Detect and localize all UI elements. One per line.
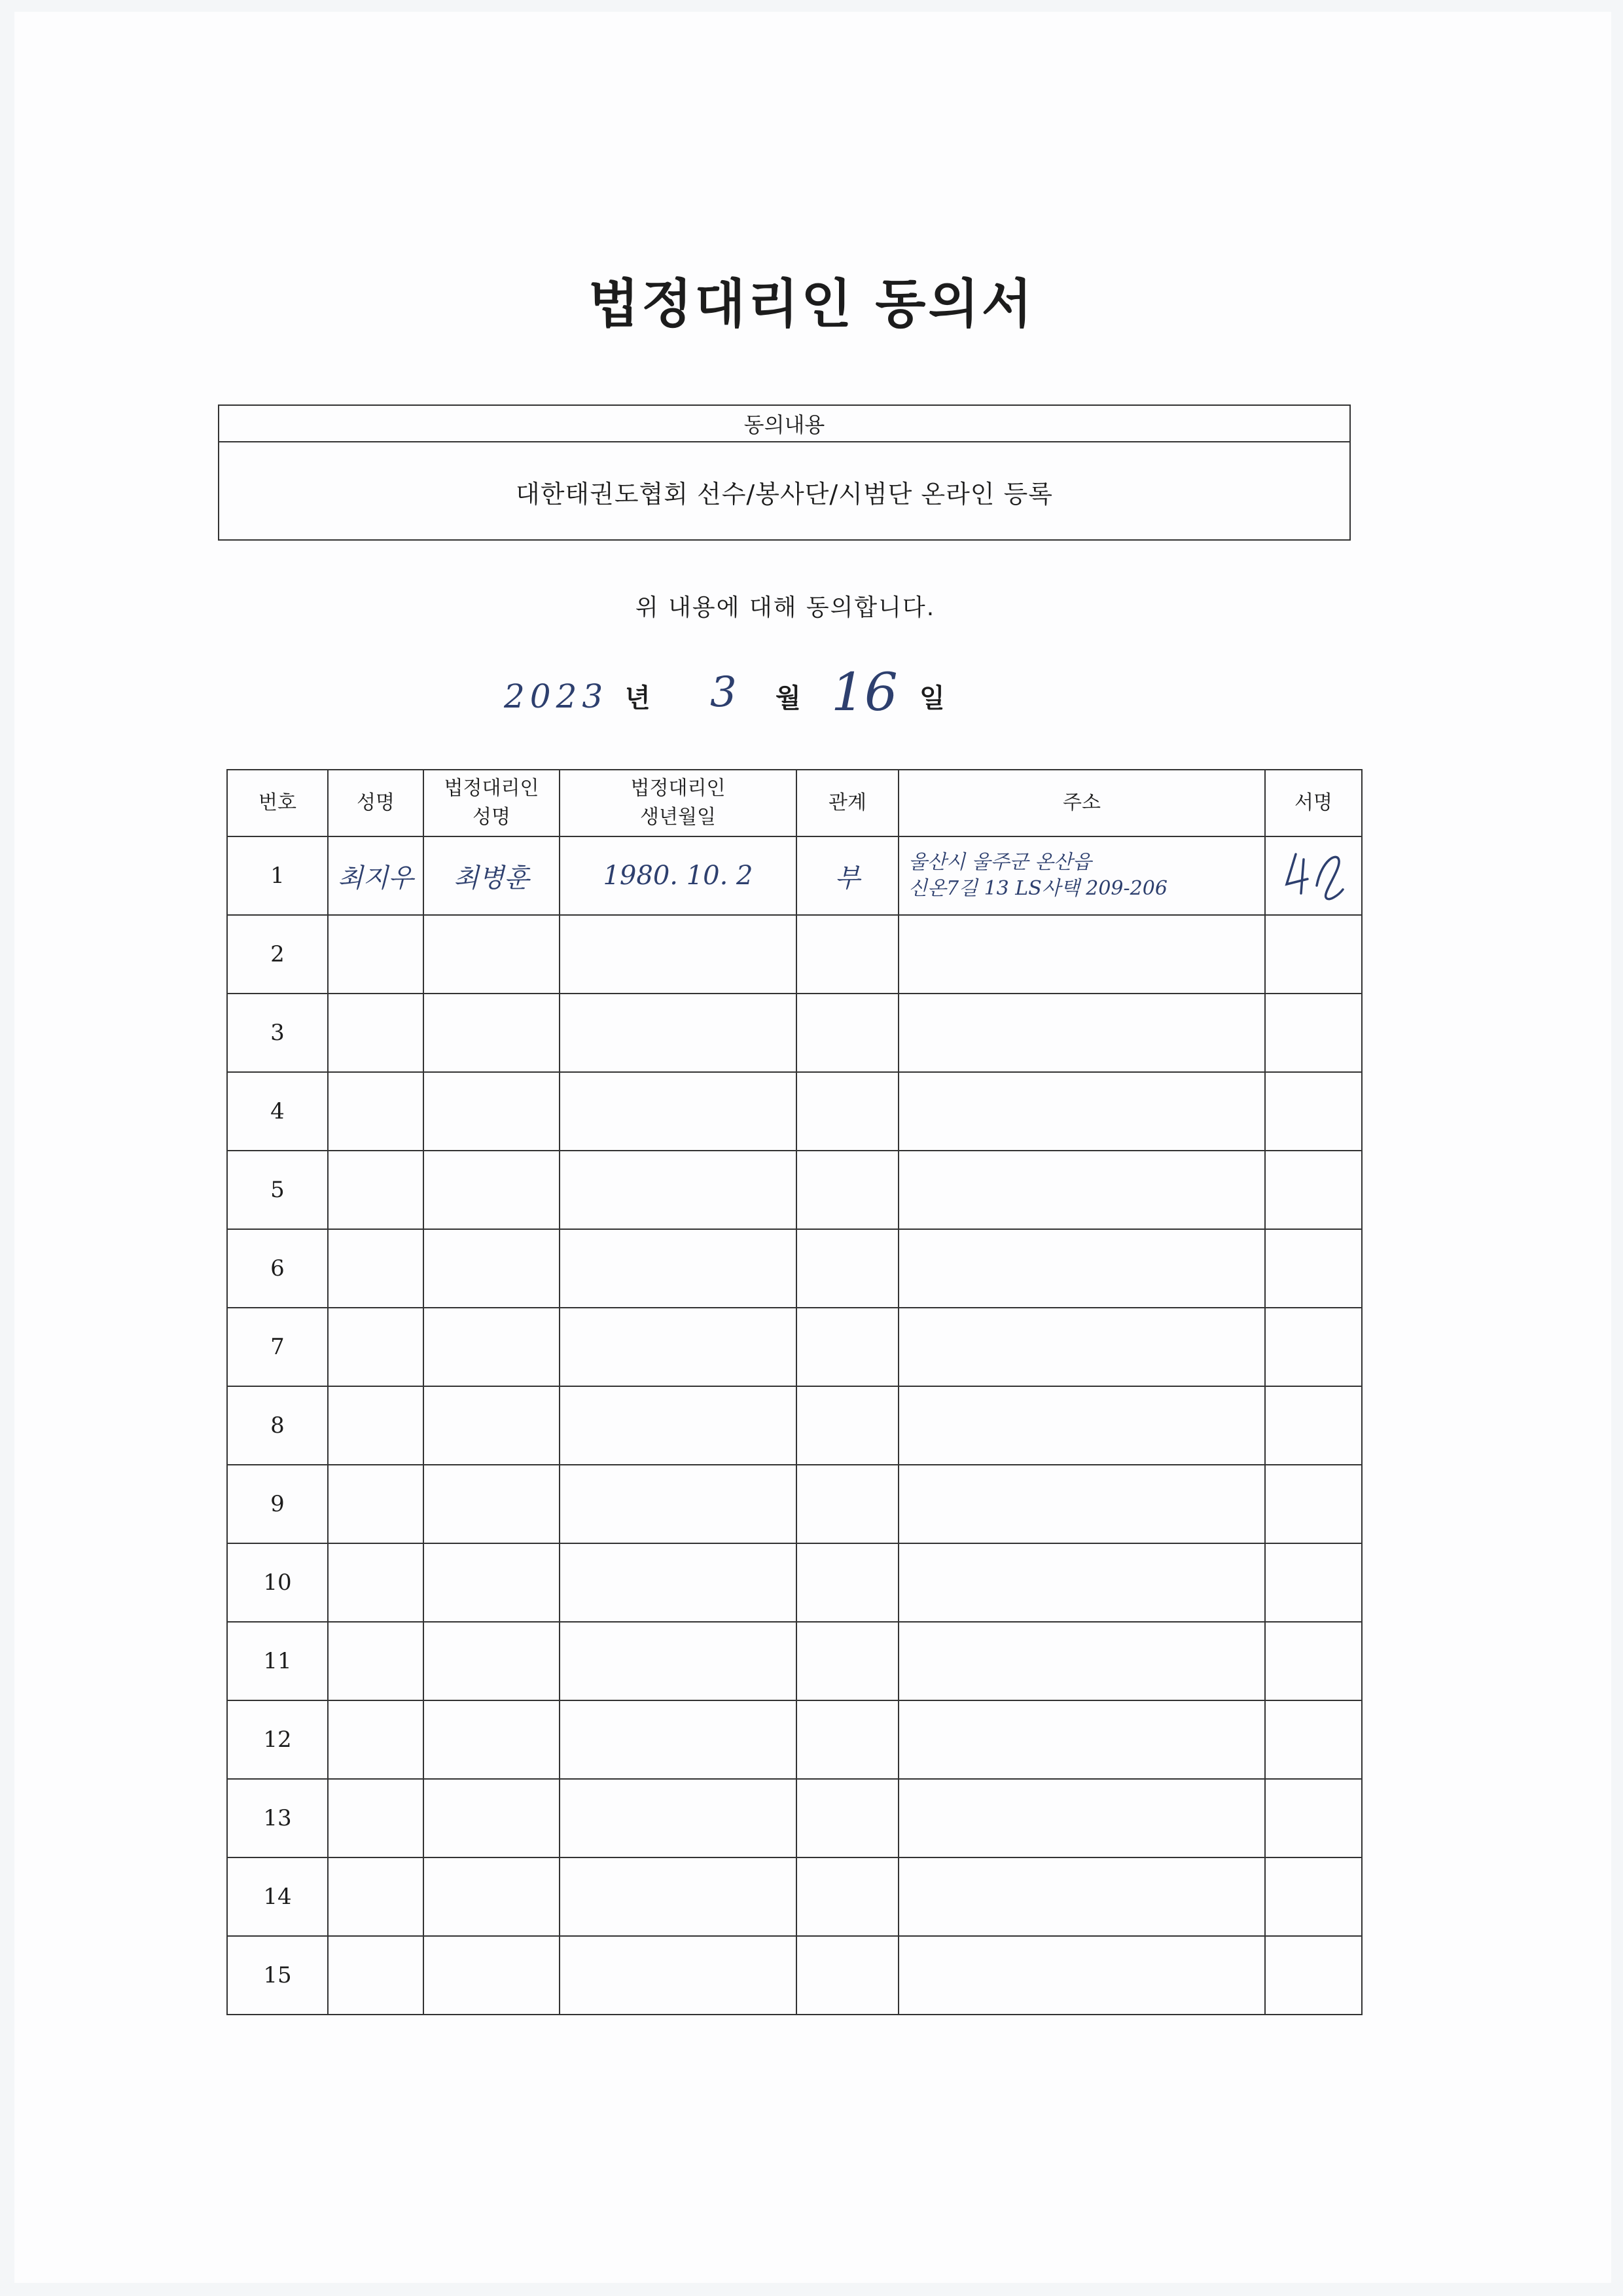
cell-guardian-name <box>423 1622 560 1700</box>
cell-relation <box>796 1700 899 1779</box>
cell-signature <box>1265 1857 1362 1936</box>
date-year-label: 년 <box>625 683 651 713</box>
row-number: 13 <box>227 1779 328 1857</box>
document-title: 법정대리인 동의서 <box>588 274 1035 334</box>
cell-signature <box>1265 1936 1362 2015</box>
date-line <box>0 664 1623 723</box>
table-row <box>227 1308 1362 1386</box>
cell-name <box>328 1151 423 1229</box>
handwritten-signature <box>1277 846 1349 905</box>
cell-signature <box>1265 1151 1362 1229</box>
cell-address <box>899 994 1265 1072</box>
table-row <box>227 1857 1362 1936</box>
cell-guardian-name <box>423 1072 560 1151</box>
cell-address <box>899 1229 1265 1308</box>
cell-signature <box>1265 1229 1362 1308</box>
cell-address <box>899 1622 1265 1700</box>
guardian-table-wrap <box>226 769 1361 2015</box>
cell-name <box>328 1700 423 1779</box>
address-line-2: 신온7길 13 LS사택 209-206 <box>908 877 1168 900</box>
cell-name <box>328 1229 423 1308</box>
cell-guardian-birth <box>560 1700 796 1779</box>
row-number: 10 <box>227 1543 328 1622</box>
table-row <box>227 1386 1362 1465</box>
cell-signature <box>1265 1543 1362 1622</box>
date-day-handwritten: 16 <box>831 662 898 723</box>
cell-address <box>899 1386 1265 1465</box>
cell-address <box>899 1308 1265 1386</box>
table-header-row <box>227 770 1362 836</box>
cell-relation <box>796 1308 899 1386</box>
date-day-label: 일 <box>919 683 945 713</box>
cell-relation: 부 <box>796 836 899 915</box>
agreement-statement: 위 내용에 대해 동의합니다. <box>635 594 936 621</box>
cell-guardian-birth <box>560 1308 796 1386</box>
cell-guardian-name <box>423 915 560 994</box>
table-row <box>227 1072 1362 1151</box>
row-number: 14 <box>227 1857 328 1936</box>
cell-signature <box>1265 1622 1362 1700</box>
date-month-label: 월 <box>776 683 801 713</box>
cell-relation <box>796 1229 899 1308</box>
cell-name <box>328 1308 423 1386</box>
cell-address <box>899 1072 1265 1151</box>
cell-address <box>899 1779 1265 1857</box>
row-number: 2 <box>227 915 328 994</box>
cell-name <box>328 1779 423 1857</box>
cell-guardian-name <box>423 1386 560 1465</box>
table-row <box>227 1543 1362 1622</box>
cell-guardian-birth <box>560 915 796 994</box>
table-row <box>227 1465 1362 1543</box>
cell-guardian-birth <box>560 1543 796 1622</box>
table-row <box>227 915 1362 994</box>
header-address: 주소 <box>899 770 1265 836</box>
cell-guardian-birth <box>560 1229 796 1308</box>
row-number: 7 <box>227 1308 328 1386</box>
header-no: 번호 <box>227 770 328 836</box>
cell-signature <box>1265 1779 1362 1857</box>
cell-relation <box>796 994 899 1072</box>
cell-address <box>899 1700 1265 1779</box>
table-row <box>227 1700 1362 1779</box>
cell-name <box>328 1465 423 1543</box>
cell-name <box>328 1936 423 2015</box>
cell-name <box>328 1857 423 1936</box>
cell-signature <box>1265 1308 1362 1386</box>
table-row <box>227 1151 1362 1229</box>
row-number: 5 <box>227 1151 328 1229</box>
table-row <box>227 836 1362 915</box>
consent-header: 동의내용 <box>219 406 1349 442</box>
cell-name <box>328 1622 423 1700</box>
cell-guardian-name <box>423 1543 560 1622</box>
table-row <box>227 1622 1362 1700</box>
cell-guardian-birth <box>560 1386 796 1465</box>
cell-guardian-name: 최병훈 <box>423 836 560 915</box>
header-relation: 관계 <box>796 770 899 836</box>
cell-relation <box>796 915 899 994</box>
cell-guardian-birth <box>560 1779 796 1857</box>
cell-address <box>899 1465 1265 1543</box>
cell-signature <box>1265 1072 1362 1151</box>
cell-guardian-name <box>423 1857 560 1936</box>
cell-name <box>328 994 423 1072</box>
row-number: 9 <box>227 1465 328 1543</box>
cell-name: 최지우 <box>328 836 423 915</box>
cell-address <box>899 1543 1265 1622</box>
consent-box <box>218 404 1351 541</box>
cell-guardian-birth <box>560 1622 796 1700</box>
cell-relation <box>796 1779 899 1857</box>
row-number: 1 <box>227 836 328 915</box>
date-year-handwritten: 2023 <box>504 677 609 715</box>
row-number: 15 <box>227 1936 328 2015</box>
cell-signature <box>1265 1700 1362 1779</box>
cell-relation <box>796 1465 899 1543</box>
cell-name <box>328 1543 423 1622</box>
table-row <box>227 994 1362 1072</box>
cell-address <box>899 1936 1265 2015</box>
table-row <box>227 1779 1362 1857</box>
row-number: 4 <box>227 1072 328 1151</box>
cell-address <box>899 915 1265 994</box>
cell-address <box>899 836 1265 915</box>
cell-guardian-birth <box>560 1857 796 1936</box>
cell-guardian-name <box>423 1936 560 2015</box>
row-number: 12 <box>227 1700 328 1779</box>
cell-guardian-birth <box>560 1072 796 1151</box>
guardian-table <box>226 769 1363 2015</box>
header-name: 성명 <box>328 770 423 836</box>
cell-signature <box>1265 994 1362 1072</box>
row-number: 11 <box>227 1622 328 1700</box>
cell-name <box>328 1386 423 1465</box>
cell-relation <box>796 1072 899 1151</box>
cell-guardian-birth <box>560 994 796 1072</box>
cell-signature <box>1265 836 1362 915</box>
header-guardian-name: 법정대리인 성명 <box>423 770 560 836</box>
table-row <box>227 1229 1362 1308</box>
row-number: 8 <box>227 1386 328 1465</box>
cell-relation <box>796 1151 899 1229</box>
cell-signature <box>1265 1465 1362 1543</box>
cell-relation <box>796 1622 899 1700</box>
cell-guardian-birth: 1980. 10. 2 <box>560 836 796 915</box>
table-row <box>227 1936 1362 2015</box>
header-signature: 서명 <box>1265 770 1362 836</box>
cell-relation <box>796 1936 899 2015</box>
cell-relation <box>796 1543 899 1622</box>
cell-guardian-birth <box>560 1465 796 1543</box>
cell-guardian-name <box>423 1151 560 1229</box>
cell-signature <box>1265 915 1362 994</box>
cell-guardian-name <box>423 1779 560 1857</box>
consent-body: 대한태권도협회 선수/봉사단/시범단 온라인 등록 <box>515 479 1053 509</box>
cell-relation <box>796 1857 899 1936</box>
cell-relation <box>796 1386 899 1465</box>
cell-guardian-name <box>423 1465 560 1543</box>
cell-guardian-name <box>423 1700 560 1779</box>
cell-address <box>899 1151 1265 1229</box>
header-guardian-birth: 법정대리인 생년월일 <box>560 770 796 836</box>
cell-signature <box>1265 1386 1362 1465</box>
cell-name <box>328 1072 423 1151</box>
cell-guardian-name <box>423 1229 560 1308</box>
row-number: 6 <box>227 1229 328 1308</box>
date-month-handwritten: 3 <box>710 668 737 717</box>
address-line-1: 울산시 울주군 온산읍 <box>908 851 1092 874</box>
cell-address <box>899 1857 1265 1936</box>
table-body <box>227 836 1362 2015</box>
cell-guardian-name <box>423 1308 560 1386</box>
cell-guardian-birth <box>560 1936 796 2015</box>
row-number: 3 <box>227 994 328 1072</box>
cell-guardian-birth <box>560 1151 796 1229</box>
cell-name <box>328 915 423 994</box>
cell-guardian-name <box>423 994 560 1072</box>
